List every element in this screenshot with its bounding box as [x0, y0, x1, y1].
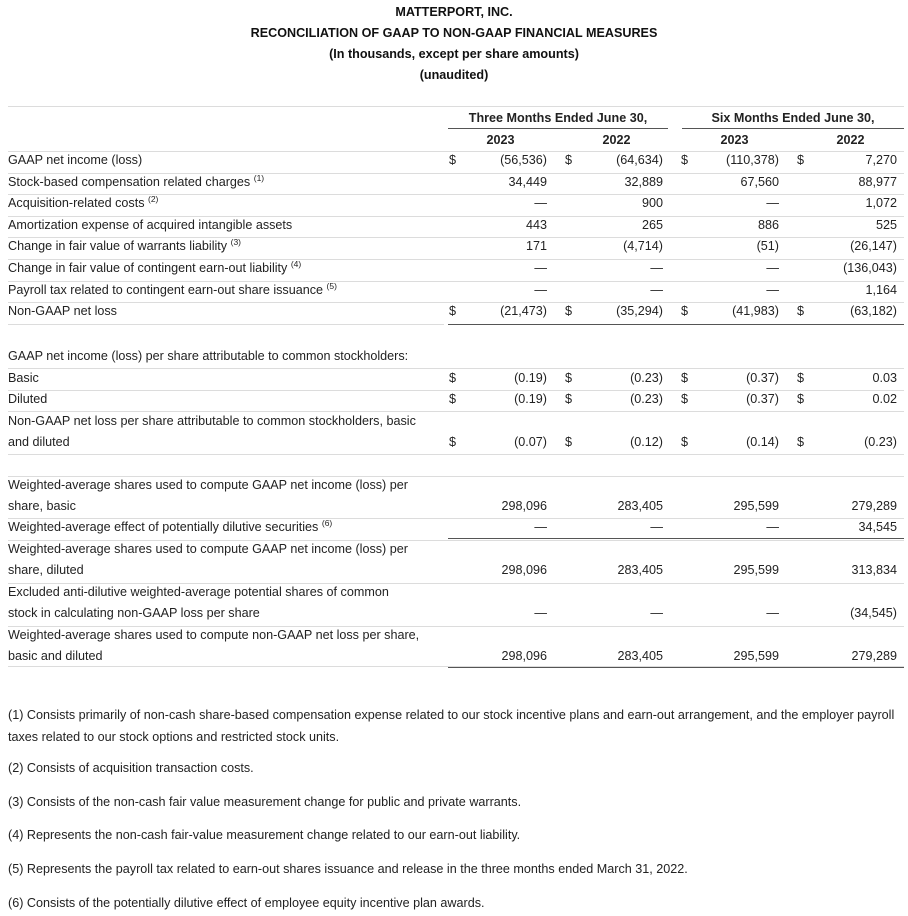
dollar-sign: $ — [797, 153, 805, 167]
footnote: (6) Consists of the potentially dilutive effect of employee equity incentive plan awards. — [8, 896, 485, 910]
row-rule — [8, 540, 904, 541]
cell-value: 7,270 — [865, 153, 897, 167]
cell-value: — — [650, 283, 663, 297]
dollar-sign: $ — [797, 304, 805, 318]
year-header: 2023 — [720, 133, 749, 147]
row-rule — [8, 324, 444, 325]
dollar-sign: $ — [797, 435, 805, 449]
cell-value: (0.12) — [630, 435, 663, 449]
cell-value: (0.07) — [514, 435, 547, 449]
cell-value: 298,096 — [501, 499, 547, 513]
row-label — [8, 280, 337, 297]
row-label: and diluted — [8, 435, 70, 449]
footnote: (1) Consists primarily of non-cash share-based compensation expense related to our stock incentive plans and earn-out arrangement, and the employer payroll taxes related to our stock options and restricted stock units. — [8, 708, 895, 744]
dollar-sign: $ — [449, 153, 457, 167]
footnote: (2) Consists of acquisition transaction costs. — [8, 761, 254, 775]
row-label: share, diluted — [8, 563, 84, 577]
cell-value: (0.23) — [864, 435, 897, 449]
cell-value: 265 — [641, 218, 663, 232]
year-header: 2022 — [836, 133, 865, 147]
row-label-text: Stock-based compensation related charges — [8, 175, 251, 189]
row-rule — [8, 454, 904, 455]
dollar-sign: $ — [565, 435, 573, 449]
dollar-sign: $ — [681, 435, 689, 449]
cell-value: (51) — [756, 239, 779, 253]
cell-value: (41,983) — [732, 304, 779, 318]
cell-value: (21,473) — [500, 304, 547, 318]
row-label: Weighted-average shares used to compute GAAP net income (loss) per — [8, 542, 408, 556]
cell-value: 298,096 — [501, 563, 547, 577]
cell-value: (136,043) — [843, 261, 897, 275]
footnote-ref: (2) — [148, 193, 159, 204]
row-label-text: GAAP net income (loss) — [8, 153, 143, 167]
dollar-sign: $ — [565, 371, 573, 385]
cell-value: (0.23) — [630, 392, 663, 406]
cell-value: — — [766, 196, 779, 210]
cell-value: — — [534, 283, 547, 297]
row-label-text: Diluted — [8, 392, 48, 406]
cell-value: (0.37) — [746, 371, 779, 385]
cell-value: (56,536) — [500, 153, 547, 167]
cell-value: — — [534, 261, 547, 275]
cell-value: (0.23) — [630, 371, 663, 385]
footnote: (4) Represents the non-cash fair-value measurement change related to our earn-out liability. — [8, 828, 521, 842]
per-share-heading: GAAP net income (loss) per share attributable to common stockholders: — [8, 349, 409, 363]
cell-value: — — [534, 606, 547, 620]
row-label — [8, 371, 39, 385]
cell-value: 900 — [641, 196, 663, 210]
dollar-sign: $ — [797, 392, 805, 406]
cell-value: — — [650, 261, 663, 275]
row-rule — [8, 237, 904, 238]
header-rule — [8, 106, 904, 107]
row-rule — [8, 411, 904, 412]
dollar-sign: $ — [565, 304, 573, 318]
dollar-sign: $ — [565, 153, 573, 167]
row-label-text: Weighted-average effect of potentially dilutive securities — [8, 520, 319, 534]
cell-value: 34,449 — [508, 175, 547, 189]
group-rule-six — [682, 128, 904, 129]
row-label-text: Basic — [8, 371, 39, 385]
cell-value: 34,545 — [858, 520, 897, 534]
row-rule — [8, 173, 904, 174]
cell-value: — — [766, 606, 779, 620]
row-label-text: Change in fair value of contingent earn-out liability — [8, 261, 288, 275]
footnote-ref: (6) — [321, 517, 333, 528]
cell-value: (4,714) — [623, 239, 663, 253]
row-label: basic and diluted — [8, 649, 103, 663]
cell-value: 32,889 — [624, 175, 663, 189]
row-rule — [8, 583, 904, 584]
cell-value: 279,289 — [851, 499, 897, 513]
row-label-text: Acquisition-related costs — [8, 196, 145, 210]
row-label-text: Amortization expense of acquired intangible assets — [8, 218, 293, 232]
dollar-sign: $ — [681, 153, 689, 167]
group-header-three-months: Three Months Ended June 30, — [468, 111, 648, 125]
footnote-ref: (5) — [326, 280, 337, 291]
row-label-text: Payroll tax related to contingent earn-out share issuance — [8, 283, 324, 297]
cell-value: — — [766, 261, 779, 275]
footnote-ref: (4) — [290, 258, 302, 269]
row-rule — [8, 368, 904, 369]
dollar-sign: $ — [449, 304, 457, 318]
cell-value: 525 — [875, 218, 897, 232]
units-note: (In thousands, except per share amounts) — [329, 47, 579, 61]
cell-value: — — [766, 283, 779, 297]
cell-value: 0.02 — [872, 392, 897, 406]
cell-value: (34,545) — [850, 606, 897, 620]
dollar-sign: $ — [681, 392, 689, 406]
row-rule — [8, 390, 904, 391]
row-rule — [8, 151, 904, 152]
group-rule-three — [448, 128, 668, 129]
dollar-sign: $ — [681, 304, 689, 318]
cell-value: 313,834 — [851, 563, 897, 577]
cell-value: 298,096 — [501, 649, 547, 663]
row-rule — [8, 518, 904, 519]
cell-value: 67,560 — [740, 175, 779, 189]
cell-value: — — [534, 520, 547, 534]
row-label — [8, 304, 117, 318]
row-label — [8, 172, 265, 189]
row-label: Weighted-average shares used to compute non-GAAP net loss per share, — [8, 628, 420, 642]
company-name: MATTERPORT, INC. — [395, 5, 513, 19]
total-rule — [448, 324, 904, 325]
cell-value: 1,164 — [865, 283, 897, 297]
year-header: 2023 — [486, 133, 515, 147]
row-label — [8, 193, 159, 210]
cell-value: (0.19) — [514, 392, 547, 406]
row-rule — [8, 281, 904, 282]
audit-note: (unaudited) — [419, 68, 489, 82]
cell-value: (0.37) — [746, 392, 779, 406]
row-rule — [8, 216, 904, 217]
cell-value: 283,405 — [617, 499, 663, 513]
row-rule — [8, 194, 904, 195]
footnote: (5) Represents the payroll tax related to earn-out shares issuance and release in the three months ended March 31, 2022. — [8, 862, 688, 876]
cell-value: 279,289 — [851, 649, 897, 663]
row-label — [8, 392, 47, 406]
cell-value: (64,634) — [616, 153, 663, 167]
cell-value: (63,182) — [850, 304, 897, 318]
cell-value: (0.19) — [514, 371, 547, 385]
cell-value: 283,405 — [617, 649, 663, 663]
row-label-text: Change in fair value of warrants liability — [8, 239, 228, 253]
cell-value: (26,147) — [850, 239, 897, 253]
dollar-sign: $ — [797, 371, 805, 385]
row-label — [8, 218, 292, 232]
dollar-sign: $ — [449, 392, 457, 406]
footnote-ref: (1) — [253, 172, 265, 183]
cell-value: 1,072 — [865, 196, 897, 210]
total-rule — [448, 667, 904, 668]
dollar-sign: $ — [449, 435, 457, 449]
row-rule — [8, 626, 904, 627]
row-label — [8, 153, 142, 167]
year-header: 2022 — [602, 133, 631, 147]
cell-value: 295,599 — [733, 499, 779, 513]
row-label — [8, 517, 333, 534]
cell-value: (35,294) — [616, 304, 663, 318]
dollar-sign: $ — [449, 371, 457, 385]
row-label: Excluded anti-dilutive weighted-average potential shares of common — [8, 585, 389, 599]
cell-value: (110,378) — [726, 153, 779, 167]
cell-value: 0.03 — [872, 371, 897, 385]
dollar-sign: $ — [565, 392, 573, 406]
cell-value: 295,599 — [733, 649, 779, 663]
cell-value: 88,977 — [858, 175, 897, 189]
row-label — [8, 236, 241, 253]
cell-value: 171 — [525, 239, 547, 253]
cell-value: — — [650, 520, 663, 534]
row-rule — [8, 476, 904, 477]
row-label: share, basic — [8, 499, 76, 513]
cell-value: 886 — [757, 218, 779, 232]
row-label-text: Non-GAAP net loss — [8, 304, 117, 318]
cell-value: (0.14) — [746, 435, 779, 449]
subtotal-rule — [448, 538, 904, 539]
report-title: RECONCILIATION OF GAAP TO NON-GAAP FINANCIAL MEASURES — [250, 26, 658, 40]
row-rule — [8, 259, 904, 260]
cell-value: — — [650, 606, 663, 620]
row-label: Weighted-average shares used to compute GAAP net income (loss) per — [8, 478, 408, 492]
cell-value: 295,599 — [733, 563, 779, 577]
dollar-sign: $ — [681, 371, 689, 385]
group-header-six-months: Six Months Ended June 30, — [711, 111, 875, 125]
row-label: Non-GAAP net loss per share attributable to common stockholders, basic — [8, 414, 416, 428]
footnote: (3) Consists of the non-cash fair value measurement change for public and private warrants. — [8, 795, 522, 809]
cell-value: 443 — [525, 218, 547, 232]
cell-value: 283,405 — [617, 563, 663, 577]
row-label — [8, 258, 302, 275]
footnote-ref: (3) — [230, 236, 241, 247]
cell-value: — — [534, 196, 547, 210]
row-label: stock in calculating non-GAAP loss per share — [8, 606, 260, 620]
row-rule — [8, 302, 904, 303]
cell-value: — — [766, 520, 779, 534]
